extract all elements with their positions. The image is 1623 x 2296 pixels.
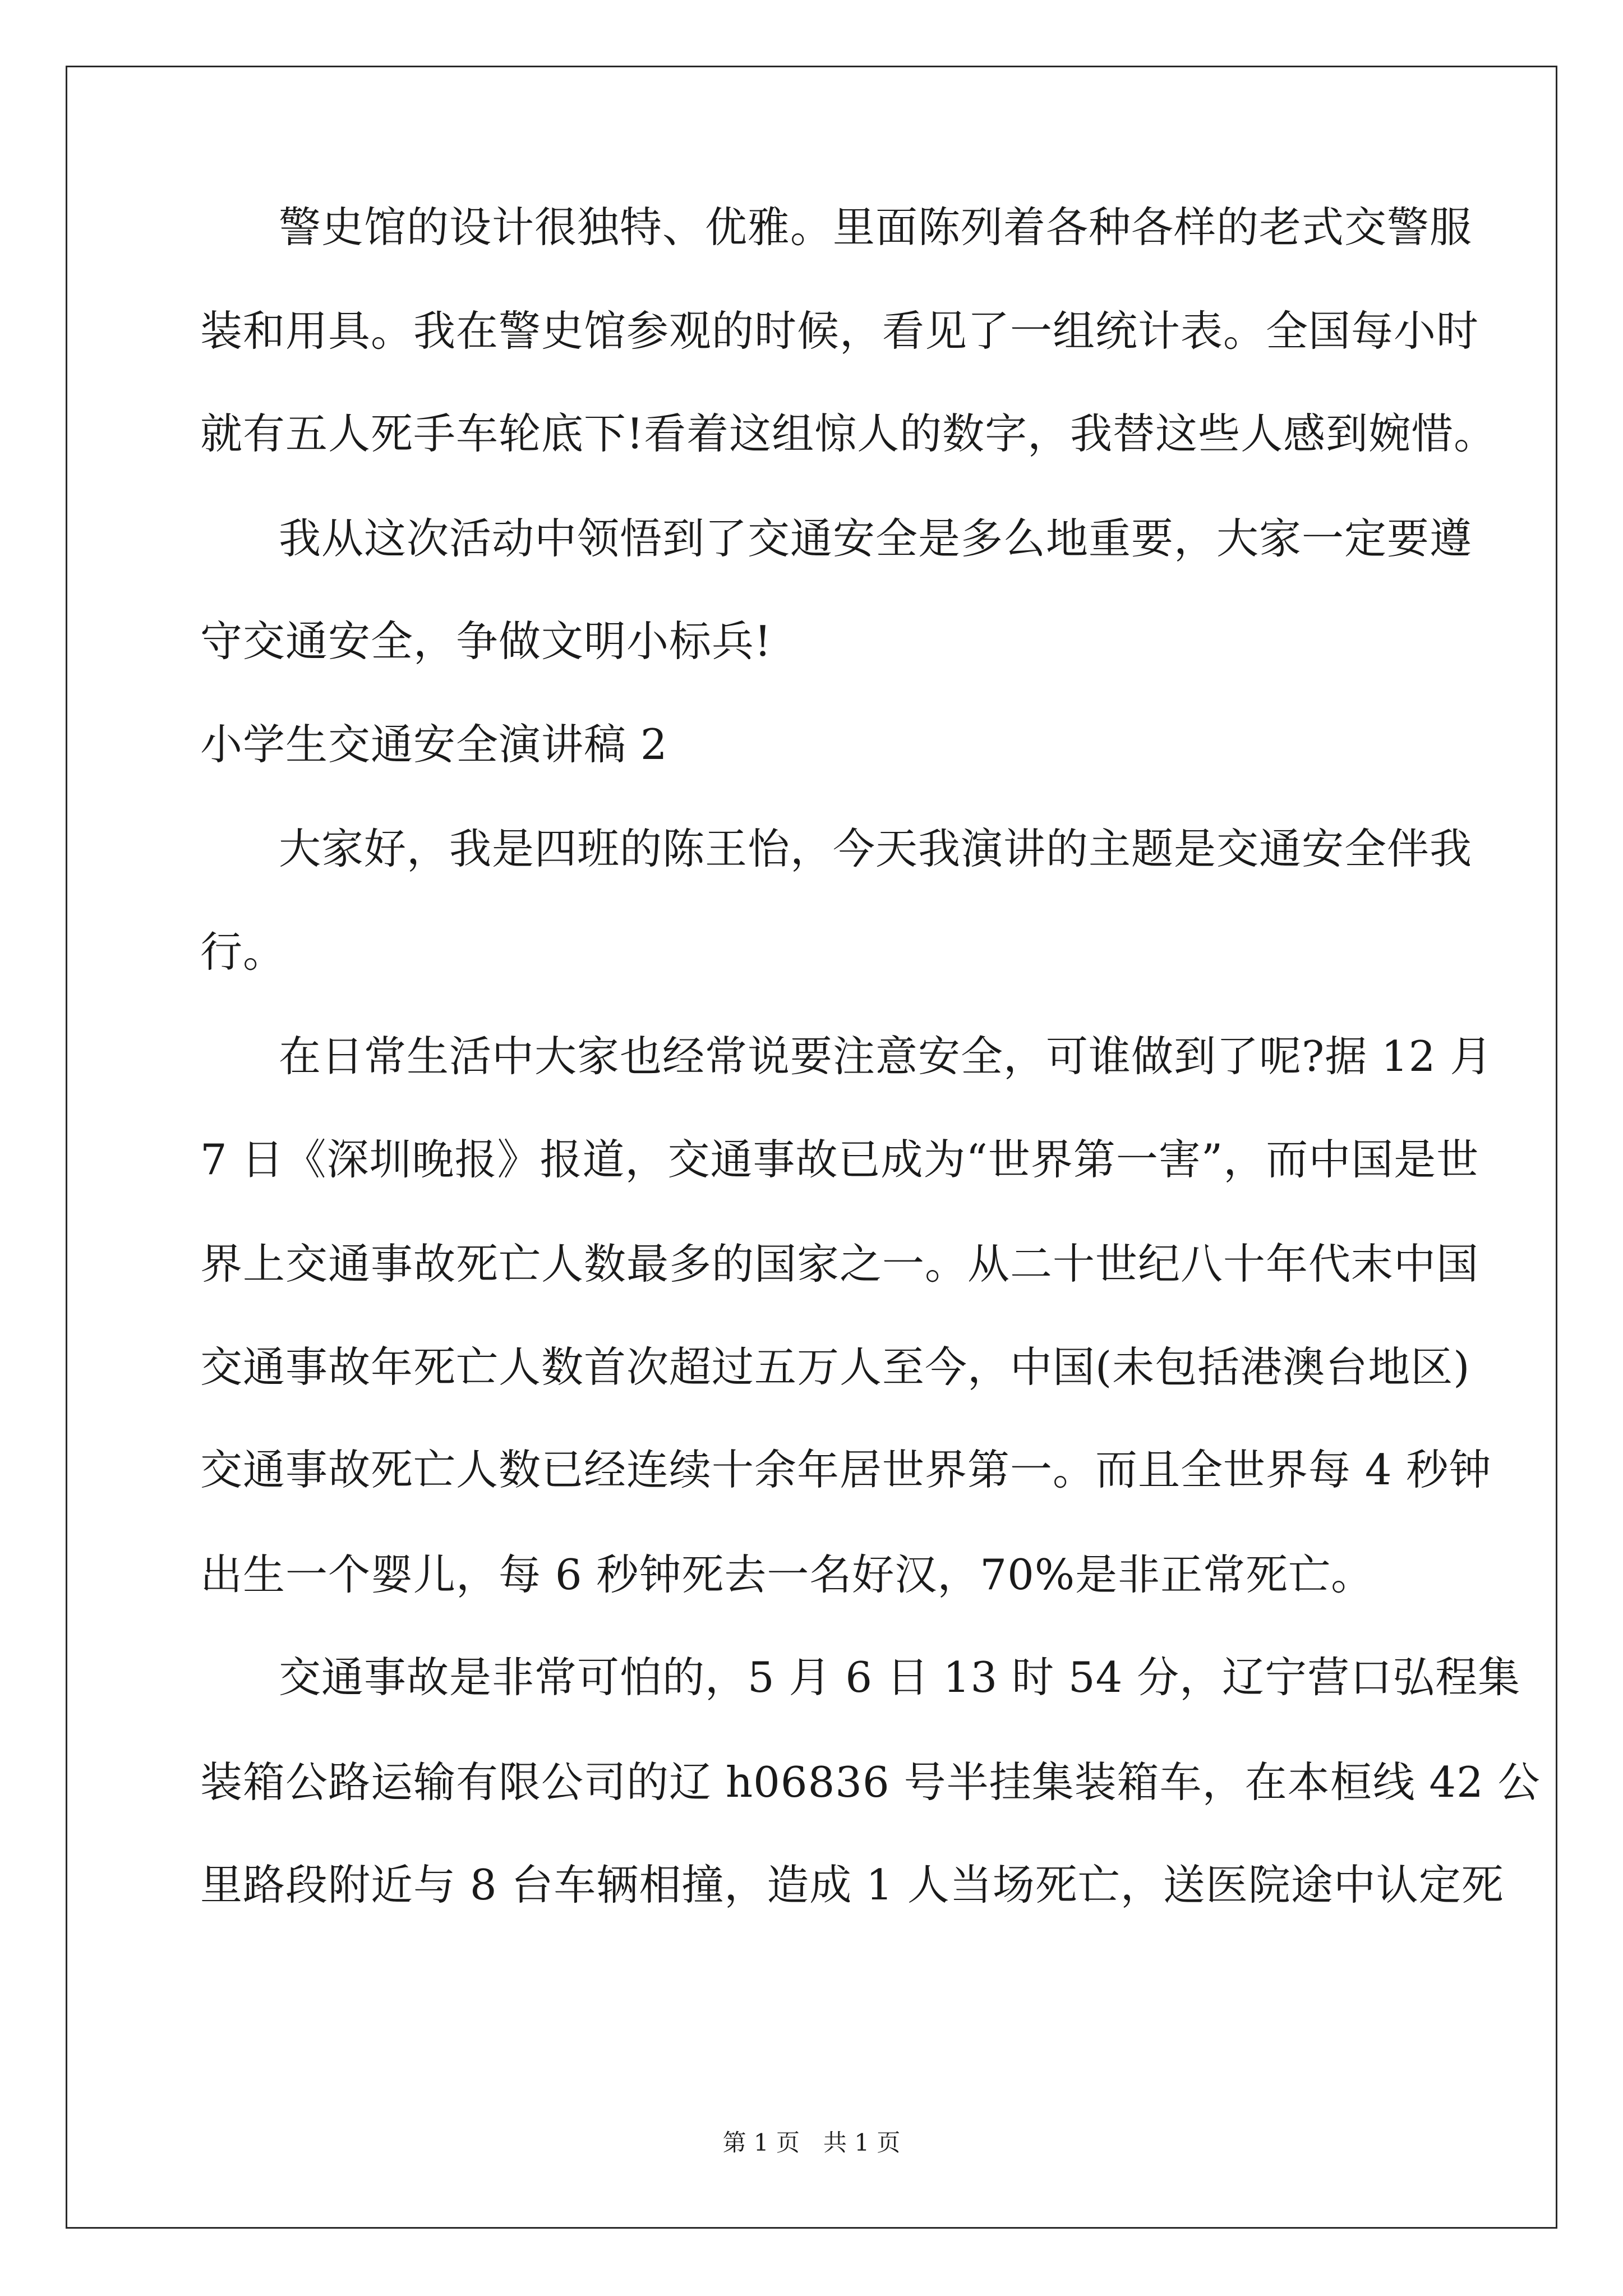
paragraph-line: 在日常生活中大家也经常说要注意安全，可谁做到了呢?据 12 月	[279, 1032, 1493, 1081]
paragraph-line: 大家好，我是四班的陈王怡，今天我演讲的主题是交通安全伴我	[279, 824, 1473, 873]
paragraph-line: 警史馆的设计很独特、优雅。里面陈列着各种各样的老式交警服	[279, 203, 1473, 252]
paragraph-line: 出生一个婴儿，每 6 秒钟死去一名好汉，70%是非正常死亡。	[200, 1550, 1374, 1599]
paragraph-line: 装和用具。我在警史馆参观的时候，看见了一组统计表。全国每小时	[200, 306, 1479, 356]
paragraph-line: 我从这次活动中领悟到了交通安全是多么地重要，大家一定要遵	[279, 514, 1473, 563]
paragraph-line: 7 日《深圳晚报》报道，交通事故已成为“世界第一害”，而中国是世	[200, 1135, 1479, 1184]
paragraph-line: 行。	[200, 927, 286, 977]
paragraph-line: 交通事故死亡人数已经连续十余年居世界第一。而且全世界每 4 秒钟	[200, 1445, 1492, 1494]
paragraph-line: 就有五人死手车轮底下!看着这组惊人的数字，我替这些人感到婉惜。	[200, 409, 1497, 458]
paragraph-line: 里路段附近与 8 台车辆相撞，造成 1 人当场死亡，送医院途中认定死	[200, 1860, 1504, 1910]
paragraph-line: 交通事故是非常可怕的，5 月 6 日 13 时 54 分，辽宁营口弘程集	[279, 1653, 1521, 1702]
section-heading: 小学生交通安全演讲稿 2	[200, 720, 668, 769]
page-number: 第 1 页 共 1 页	[722, 2129, 901, 2156]
paragraph-line: 交通事故年死亡人数首次超过五万人至今，中国(未包括港澳台地区)	[200, 1342, 1470, 1392]
paragraph-line: 界上交通事故死亡人数最多的国家之一。从二十世纪八十年代末中国	[200, 1239, 1479, 1289]
paragraph-line: 装箱公路运输有限公司的辽 h06836 号半挂集装箱车，在本桓线 42 公	[200, 1757, 1541, 1807]
paragraph-line: 守交通安全，争做文明小标兵!	[200, 616, 772, 666]
